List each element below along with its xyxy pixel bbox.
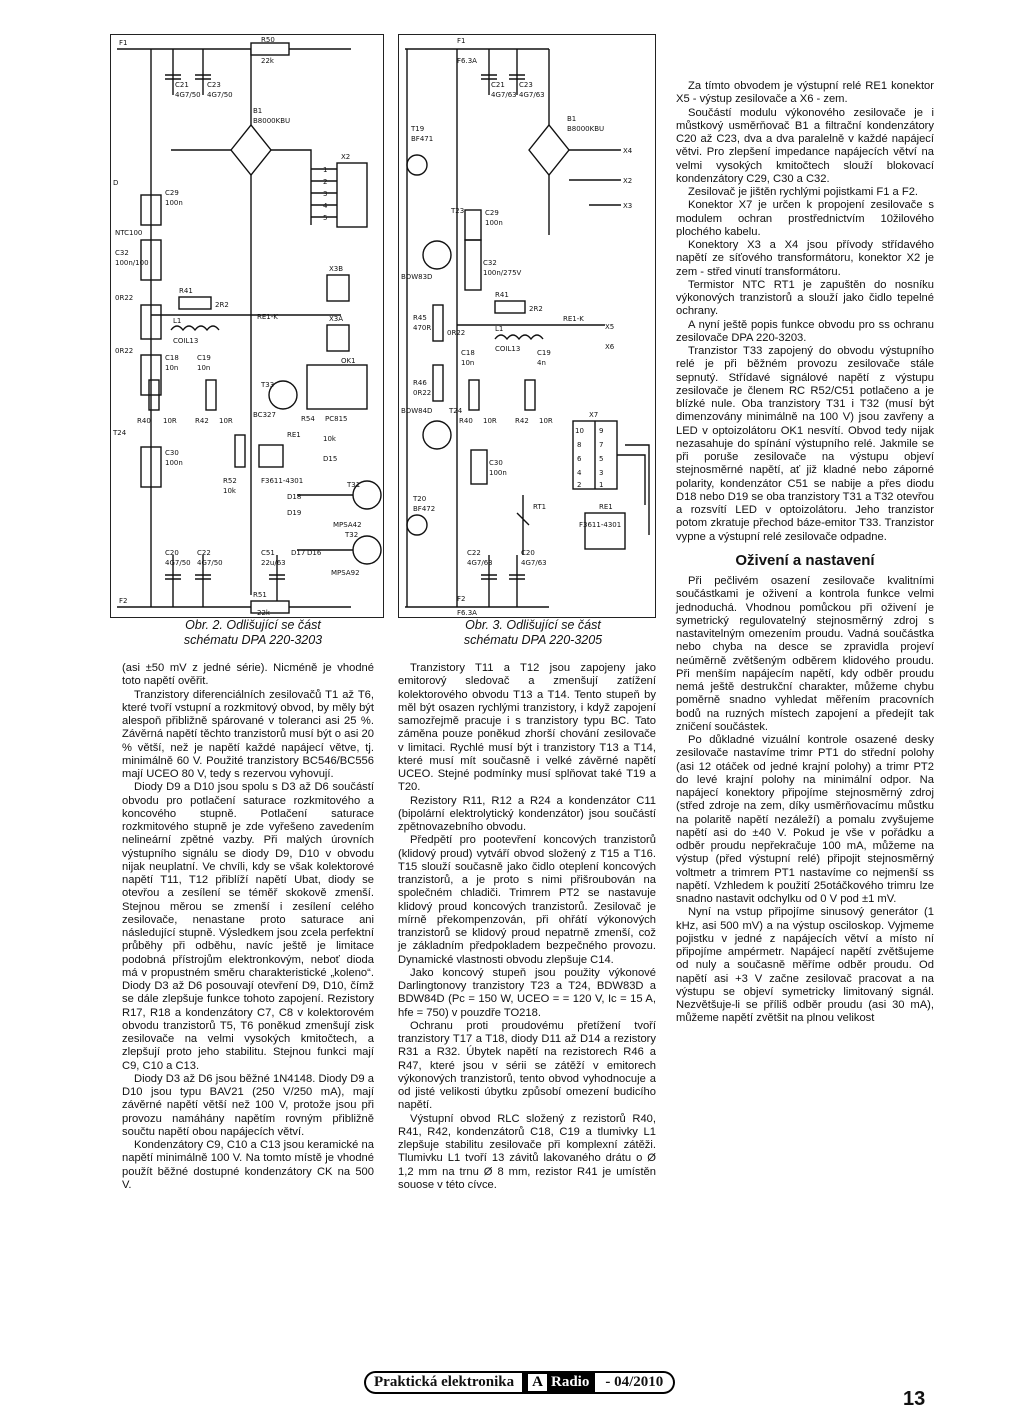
lbl-c32v: 100n/100 (115, 259, 149, 267)
lbl-c20v: 4G7/50 (165, 559, 191, 567)
lbl-x6: X6 (605, 343, 615, 351)
lbl-x3b: X3B (329, 265, 344, 273)
lbl-c22v: 4G7/50 (197, 559, 223, 567)
lbl-x7-p7: 7 (599, 441, 604, 449)
lbl-c19: C19 (537, 349, 551, 357)
lbl-r42v: 10R (219, 417, 233, 425)
lbl-c30: C30 (165, 449, 179, 457)
lbl-r51: R51 (253, 591, 267, 599)
caption-fig3-line1: Obr. 3. Odlišující se část (465, 618, 601, 632)
lbl-r50v: 22k (261, 57, 274, 65)
lbl-pc815: PC815 (325, 415, 348, 423)
lbl-c21v: 4G7/63 (491, 91, 517, 99)
lbl-b1: B1 (253, 107, 263, 115)
lbl-r41v: 2R2 (215, 301, 229, 309)
paragraph: Za tímto obvodem je výstupní relé RE1 konektor X5 - výstup zesilovače a X6 - zem. (676, 80, 934, 106)
lbl-c32v: 100n/275V (483, 269, 522, 277)
lbl-r52v: 10k (223, 487, 236, 495)
footer-issue: - 04/2010 (595, 1371, 675, 1394)
lbl-c19v: 4n (537, 359, 546, 367)
paragraph: Jako koncový stupeň jsou použity výkonové Darlingtonovy tranzistory T23 a T24, BDW83D a BDW84D (Pc = 150 W, UCEO = = 120 V, Ic = 15 A, hfe = 750) v pouzdře TO218. (398, 966, 656, 1019)
lbl-d: D (113, 179, 119, 187)
lbl-c19v: 10n (197, 364, 211, 372)
lbl-x7: X7 (589, 411, 599, 419)
lbl-r22: 0R22 (447, 329, 466, 337)
paragraph: Předpětí pro pootevření koncových tranzistorů (klidový proud) vytváří obvod složený z T15 a T16. T15 slouží současně jako čidlo oteplení koncových tranzistorů, a je proto s nimi přišroubován na společném chladiči. Trimrem PT2 se nastavuje klidový proud koncových tranzistorů. Zesilovač je mírně překompenzován, při ohřátí výkonových tranzistorů se klidový proud nepatrně zmenší, což je základním předpokladem bezpečného provozu. Dynamické vlastnosti obvodu zlepšuje C14. (398, 834, 656, 966)
lbl-bc327: BC327 (253, 411, 276, 419)
schematic-fig3-drawing (399, 35, 655, 617)
lbl-f2: F2 (457, 595, 466, 603)
paragraph: Výstupní obvod RLC složený z rezistorů R40, R41, R42, kondenzátorů C18, C19 a tlumivky L1 zlepšuje stabilitu zesilovače při komplexní zátěži. Tlumivku L1 tvoří 13 závitů lakovaného drátu o Ø 1,2 mm na trnu Ø 8 mm, rezistor R41 je umístěn souose v této cívce. (398, 1112, 656, 1191)
lbl-re1: RE1 (599, 503, 613, 511)
lbl-t19v: BF471 (411, 135, 434, 143)
lbl-r40: R40 (137, 417, 151, 425)
text-column-middle (398, 662, 656, 1362)
lbl-x7-p2: 2 (577, 481, 582, 489)
lbl-l1: L1 (173, 317, 182, 325)
lbl-c20v: 4G7/63 (521, 559, 547, 567)
paragraph: Termistor NTC RT1 je zapuštěn do nosníku výkonových tranzistorů a slouží jako čidlo tepelné ochrany. (676, 278, 934, 318)
caption-fig3 (444, 618, 622, 648)
lbl-c18: C18 (165, 354, 179, 362)
lbl-c21v: 4G7/50 (175, 91, 201, 99)
lbl-f2: F2 (119, 597, 128, 605)
lbl-x7-p8: 8 (577, 441, 582, 449)
lbl-r40v: 10R (163, 417, 177, 425)
paragraph: A nyní ještě popis funkce obvodu pro ss ochranu zesilovače DPA 220-3203. (676, 318, 934, 344)
lbl-re1: RE1 (287, 431, 301, 439)
lbl-r51v: 22k (257, 609, 270, 617)
lbl-c21: C21 (175, 81, 189, 89)
paragraph: Tranzistory diferenciálních zesilovačů T1 až T6, které tvoří vstupní a rozkmitový obvod, by měly být alespoň přibližně spárované v toleranci asi 25 %. Závěrná napětí těchto tranzistorů musí být o asi 20 % větší, než je napětí každé napájecí větve, tj. minimálně 60 V. Použité tranzistory BC546/BC556 mají UCEO 80 V, tedy s rezervou vyhovují. (122, 688, 374, 780)
lbl-f1v: F6.3A (457, 57, 477, 65)
lbl-c51: C51 (261, 549, 275, 557)
lbl-c18v: 10n (461, 359, 475, 367)
lbl-x2-p5: 5 (323, 214, 328, 222)
lbl-x7-p3: 3 (599, 469, 604, 477)
lbl-x7-p4: 4 (577, 469, 582, 477)
lbl-b1v: B8000KBU (567, 125, 605, 133)
lbl-coil: COIL13 (495, 345, 521, 353)
paragraph: Nyní na vstup připojíme sinusový generátor (1 kHz, asi 500 mV) a na výstup osciloskop. Vyjmeme pojistku v jedné z napájecích větví a místo ní připojíme ampérmetr. Napájecí napětí zvětšujeme od nuly a současně měříme odběr proudu. Od napětí asi +3 V začne zesilovač pracovat a na výstupu se objeví symetricky limitovaný signál. Nezvětšuje-li se příliš odběr proudu (asi 30 mA), můžeme napětí zvětšit na plnou velikost (676, 906, 934, 1025)
page-number: 13 (903, 1388, 926, 1410)
footer-a-letter: A (528, 1374, 547, 1391)
lbl-d18: D18 (287, 493, 302, 501)
lbl-rt1: RT1 (533, 503, 547, 511)
schematic-fig2 (110, 34, 384, 618)
lbl-c18: C18 (461, 349, 475, 357)
lbl-mpsa92: MPSA92 (331, 569, 360, 577)
paragraph: Při pečlivém osazení zesilovače kvalitními součástkami je oživení a kontrola funkce velmi jednoduchá. Vhodnou pomůckou při oživení je symetrický regulovatelný stejnosměrný zdroj s nastavitelným omezením proudu. Vadná součástka nebo chyba na desce se zpravidla projeví neúměrně zvětšeným odběrem klidového proudu. Při menším napájecím napětí, kdy odběr proudu nemá ještě destrukční charakter, můžeme chybu poměrně snadno vyhledat měřením pracovních bodů na ruzných místech zapojení a předejít tak zničení součástek. (676, 575, 934, 733)
lbl-t24: T24 (449, 407, 463, 415)
caption-fig2 (164, 618, 342, 648)
paragraph: Zesilovač je jištěn rychlými pojistkami F1 a F2. (688, 186, 919, 198)
lbl-c29v: 100n (165, 199, 183, 207)
lbl-c30: C30 (489, 459, 503, 467)
lbl-ok1: OK1 (341, 357, 356, 365)
lbl-r40v: 10R (483, 417, 497, 425)
lbl-x2-p3: 3 (323, 190, 328, 198)
lbl-d16: D16 (307, 549, 322, 557)
lbl-t32: T32 (345, 531, 359, 539)
paragraph: Konektory X3 a X4 jsou přívody střídavého napětí ze síťového transformátoru, konektor X2 je zem - střed vinutí transformátoru. (676, 239, 934, 278)
lbl-c20: C20 (165, 549, 179, 557)
lbl-t33: T33 (261, 381, 275, 389)
lbl-relay: F3611-4301 (579, 521, 622, 529)
lbl-c23: C23 (519, 81, 533, 89)
lbl-r42: R42 (195, 417, 209, 425)
lbl-x7-p9: 9 (599, 427, 604, 435)
lbl-relay: F3611-4301 (261, 477, 304, 485)
lbl-c19: C19 (197, 354, 211, 362)
lbl-bdw83d: BDW83D (401, 273, 433, 281)
paragraph: Diody D3 až D6 jsou běžné 1N4148. Diody D9 a D10 jsou typu BAV21 (250 V/250 mA), mají závěrné napětí větší než 100 V, protože jsou při provozu namáhány napětím rovným přibližně součtu napětí obou napájecích větví. (122, 1072, 374, 1138)
lbl-r45v: 470R (413, 324, 432, 332)
caption-fig3-line2: schématu DPA 220-3205 (463, 633, 603, 647)
lbl-x2: X2 (341, 153, 351, 161)
paragraph: Diody D9 a D10 jsou spolu s D3 až D6 součástí obvodu pro potlačení saturace rozkmitového a koncového stupně. Potlačení saturace rozkmitového stupně je zde vyřešeno zavedením nelineární zpětné vazby. Při malých úrovních výstupního signálu se diody D9, D10 v obvodu nijak neuplatní. Ve chvíli, kdy se však kolektorové napětí T11, T12 přiblíží napětí Ubat, diody se otevřou a zesílení se téměř skokově zmenší. Stejnou měrou se zmenší i zesílení celého zesilovače, nenastane proto saturace ani následující stupně. Výsledkem jsou zcela perfektní průběhy při odběhu, navíc ještě je limitace podobná přístrojům elektronkovým, neboť dioda má v propustném směru charakteristické „koleno“. Diody D3 až D6 posouvají otevření D9, D10, čímž se dále zlepšuje funkce tohoto zapojení. Rezistory R17, R18 a kondenzátory C7, C8 v kolektorovém obvodu tranzistorů T5, T6 poněkud zmenšují zisk zesilovače na velmi vysokých kmitočtech, a zlepšují proto jeho stabilitu. Stejnou funkci mají C9, C10 a C13. (122, 781, 374, 1072)
lbl-mpsa42: MPSA42 (333, 521, 362, 529)
paragraph: Ochranu proti proudovému přetížení tvoří tranzistory T17 a T18, diody D11 až D14 a rezistory R31 a R32. Úbytek napětí na rezistorech R46 a R47, které jsou v sérii se zátěží v emitorech výkonových tranzistorů, tento obvod vyhodnocuje a od jisté velikosti úbytku způsobí omezení budicího napětí. (398, 1019, 656, 1112)
lbl-t19: T19 (411, 125, 425, 133)
lbl-f1: F1 (457, 37, 466, 45)
lbl-b1: B1 (567, 115, 577, 123)
lbl-b1v: B8000KBU (253, 117, 291, 125)
paragraph: Kondenzátory C9, C10 a C13 jsou keramické na napětí minimálně 100 V. Na tomto místě je vhodné použít běžné dostupné kondenzátory CK na 500 V. (122, 1139, 374, 1191)
lbl-r42v: 10R (539, 417, 553, 425)
lbl-c29: C29 (485, 209, 499, 217)
section-heading: Oživení a nastavení (735, 551, 875, 569)
footer-radio: Radio (550, 1373, 590, 1390)
lbl-c22: C22 (467, 549, 481, 557)
lbl-x7-p10: 10 (575, 427, 584, 435)
lbl-f2v: F6.3A (457, 609, 477, 617)
lbl-r42: R42 (515, 417, 529, 425)
lbl-x7-p6: 6 (577, 455, 582, 463)
footer-magazine-title: Praktická elektronika (364, 1371, 522, 1394)
lbl-t23: T23 (451, 207, 465, 215)
lbl-x7-p5: 5 (599, 455, 604, 463)
paragraph: Po důkladné vizuální kontrole osazené desky zesilovače nastavíme trimr PT1 do střední polohy (asi 12 otáček od jedné krajní polohy) a trimr PT2 do levé krajní polohy na minimální odpor. Na napájecí konektory připojíme stejnosměrný zdroj (střed zdroje na zem, díky usměrňovacímu můstku na polaritě napětí nezáleží) a pomalu zvyšujeme napětí asi do ±40 V. Pokud je vše v pořádku a odběr proudu nepřekračuje 100 mA, můžeme na výstup (před výstupní relé) připojit stejnosměrný voltmetr a trimrem PT1 nastavíme co nejmenší ss napětí. Vzhledem k použití 25otáčkového trimru lze snadno nastavit odchylku od 0 V pod ±1 mV. (676, 734, 934, 905)
caption-fig2-line1: Obr. 2. Odlišující se část (185, 618, 321, 632)
lbl-c23: C23 (207, 81, 221, 89)
text-column-left (122, 662, 374, 1362)
lbl-coil: COIL13 (173, 337, 199, 345)
paragraph: Tranzistory T11 a T12 jsou zapojeny jako emitorový sledovač a zmenšují zatížení kolektorového obvodu T13 a T14. Tento stupeň by měl být osazen rychlými tranzistory, i když zapojení samozřejmě pracuje i s tranzistory typu BC. Tato záměna pouze poněkud zhorší chování zesilovače v limitaci. Rychlé musí být i tranzistory T13 a T14, které musí mít současně i velké závěrné napětí UCEO. Stejné podmínky musí splňovat také T19 a T20. (398, 662, 656, 794)
lbl-bdw84d: BDW84D (401, 407, 433, 415)
lbl-re1k: RE1-K (257, 313, 278, 321)
lbl-t31: T31 (347, 481, 361, 489)
lbl-d17: D17 (291, 549, 306, 557)
schematic-fig3 (398, 34, 656, 618)
lbl-x5: X5 (605, 323, 615, 331)
paragraph: Konektor X7 je určen k propojení zesilovače s modulem ochran prostřednictvím 10žilového plochého kabelu. (676, 199, 934, 238)
lbl-r54v: 10k (323, 435, 336, 443)
paragraph: (asi ±50 mV z jedné série). Nicméně je vhodné toto napětí ověřit. (122, 662, 374, 688)
lbl-x2-p4: 4 (323, 202, 328, 210)
lbl-t24: T24 (113, 429, 127, 437)
lbl-c29: C29 (165, 189, 179, 197)
paragraph: Součástí modulu výkonového zesilovače je i můstkový usměrňovač B1 a filtrační kondenzátory C20 až C23, dva a dva paralelně v každé napájecí větvi. Pro zlepšení impedance napájecích větví na velmi vysokých kmitočtech slouží blokovací kondenzátory C29, C30 a C32. (676, 106, 934, 185)
lbl-x2-p2: 2 (323, 178, 328, 186)
lbl-r50: R50 (261, 36, 275, 44)
lbl-c22v: 4G7/63 (467, 559, 493, 567)
lbl-c18v: 10n (165, 364, 179, 372)
lbl-t20: T20 (413, 495, 427, 503)
lbl-r22a: 0R22 (115, 294, 134, 302)
lbl-r46v: 0R22 (413, 389, 432, 397)
lbl-r46: R46 (413, 379, 427, 387)
lbl-r54: R54 (301, 415, 315, 423)
lbl-c23v: 4G7/63 (519, 91, 545, 99)
lbl-x3a: X3A (329, 315, 344, 323)
lbl-c32: C32 (115, 249, 129, 257)
lbl-rt: NTC100 (115, 229, 143, 237)
paragraph: Rezistory R11, R12 a R24 a kondenzátor C11 (bipolární elektrolytický kondenzátor) jsou součástí zpětnovazebního obvodu. (398, 794, 656, 833)
lbl-d15: D15 (323, 455, 338, 463)
lbl-t20v: BF472 (413, 505, 436, 513)
lbl-c22: C22 (197, 549, 211, 557)
page-footer-banner (364, 1370, 675, 1394)
lbl-c21: C21 (491, 81, 505, 89)
lbl-c23v: 4G7/50 (207, 91, 233, 99)
lbl-c30v: 100n (489, 469, 507, 477)
lbl-r40: R40 (459, 417, 473, 425)
lbl-r41: R41 (179, 287, 193, 295)
lbl-x7-p1: 1 (599, 481, 604, 489)
lbl-c30v: 100n (165, 459, 183, 467)
footer-radio-block (522, 1371, 595, 1394)
text-column-right (676, 80, 934, 1362)
lbl-re1k: RE1-K (563, 315, 584, 323)
caption-fig2-line2: schématu DPA 220-3203 (183, 633, 323, 647)
lbl-r45: R45 (413, 314, 427, 322)
lbl-x2-p1: 1 (323, 166, 328, 174)
lbl-x3: X3 (623, 202, 633, 210)
paragraph: Tranzistor T33 zapojený do obvodu výstupního relé je při běžném provozu zesilovače stále sepnutý. Střídavé signálové napětí z výstupu zesilovače je členem RC R52/C51 potlačeno a je blízké nule. Oba tranzistory T31 i T32 (musí být dimenzovány minimálně na 100 V) jsou zavřeny a LED v optoizolátoru OK1 nesvítí. Obvod tedy nijak nezasahuje do spínání výstupního relé. Jakmile se při poruše zesilovače na výstupu objeví stejnosměrné napětí, ať již kladné nebo záporné polarity, kondenzátor C51 se nabije a přes diodu D18 nebo D19 se oba tranzistory T31 a T32 otevřou a rozsvítí LED v optoizolátoru. Jeho tranzistor potom zkratuje přechod báze-emitor T33. Tranzistor vypne a výstupní relé zesilovače odpadne. (676, 345, 934, 543)
lbl-d19: D19 (287, 509, 302, 517)
lbl-f1: F1 (119, 39, 128, 47)
lbl-c20: C20 (521, 549, 535, 557)
lbl-c51v: 22u/63 (261, 559, 286, 567)
schematic-fig2-drawing (111, 35, 383, 617)
lbl-x4: X4 (623, 147, 633, 155)
lbl-x2: X2 (623, 177, 633, 185)
lbl-r22b: 0R22 (115, 347, 134, 355)
lbl-l1: L1 (495, 325, 504, 333)
lbl-c32: C32 (483, 259, 497, 267)
lbl-c29v: 100n (485, 219, 503, 227)
lbl-r41: R41 (495, 291, 509, 299)
lbl-r52: R52 (223, 477, 237, 485)
lbl-r41v: 2R2 (529, 305, 543, 313)
